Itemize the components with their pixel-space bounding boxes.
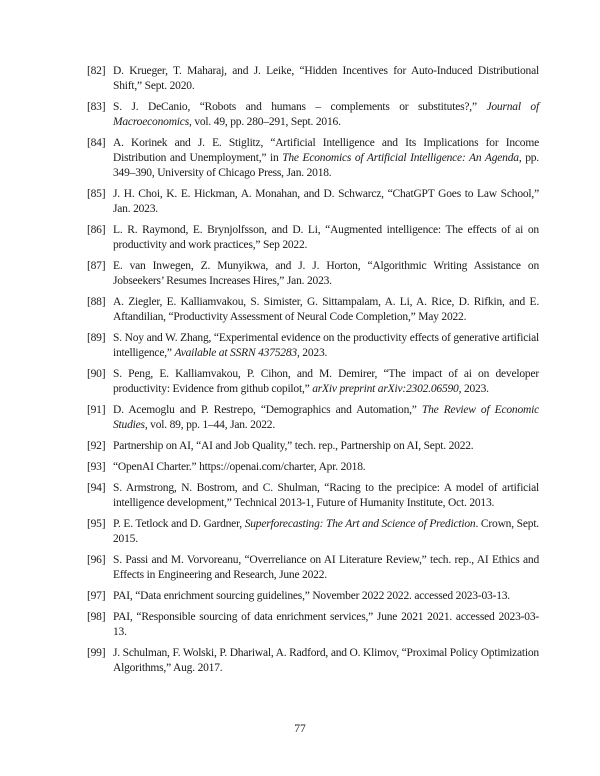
reference-text bbox=[113, 136, 539, 181]
reference-segment: , 2023. bbox=[296, 347, 328, 359]
reference-italic-segment: Available at SSRN 4375283 bbox=[174, 347, 297, 359]
reference-segment: S. Peng, E. Kalliamvakou, P. Cihon, and M. Demirer, “The impact of ai on developer productivity: Evidence from github copilot,” bbox=[113, 368, 539, 395]
reference-segment: PAI, “Responsible sourcing of data enrichment services,” June 2021 2021. accessed 2023-03-13. bbox=[113, 611, 539, 638]
reference-italic-segment: arXiv preprint arXiv:2302.06590 bbox=[312, 383, 459, 395]
reference-italic-segment: Journal of Macroeconomics bbox=[113, 101, 539, 128]
reference-text bbox=[113, 187, 539, 217]
reference-label: [87] bbox=[87, 260, 106, 272]
reference-label: [92] bbox=[87, 440, 106, 452]
reference-text bbox=[113, 517, 539, 547]
reference-label: [88] bbox=[87, 296, 106, 308]
reference-text bbox=[113, 610, 539, 640]
reference-text bbox=[113, 259, 539, 289]
reference-segment: J. Schulman, F. Wolski, P. Dhariwal, A. Radford, and O. Klimov, “Proximal Policy Optimization Algorithms,” Aug. 2017. bbox=[113, 647, 539, 674]
reference-italic-segment: The Review of Economic Studies bbox=[113, 404, 540, 431]
reference-segment: S. Noy and W. Zhang, “Experimental evidence on the productivity effects of generative artificial intelligence,” bbox=[113, 332, 539, 359]
reference-label: [95] bbox=[87, 518, 106, 530]
reference-segment: “OpenAI Charter.” https://openai.com/charter, Apr. 2018. bbox=[113, 461, 366, 473]
reference-label: [93] bbox=[87, 461, 106, 473]
reference-label: [91] bbox=[87, 404, 106, 416]
reference-text bbox=[113, 439, 539, 454]
reference-segment: S. Passi and M. Vorvoreanu, “Overreliance on AI Literature Review,” tech. rep., AI Ethics and Effects in Engineering and Research, June 2022. bbox=[113, 554, 539, 581]
reference-label: [83] bbox=[87, 101, 106, 113]
reference-item bbox=[87, 295, 539, 325]
reference-item bbox=[87, 136, 539, 181]
reference-segment: P. E. Tetlock and D. Gardner, bbox=[113, 518, 245, 530]
reference-item bbox=[87, 517, 539, 547]
reference-segment: S. Armstrong, N. Bostrom, and C. Shulman, “Racing to the precipice: A model of artificial intelligence development,” Technical 2013-1, Future of Humanity Institute, Oct. 2013. bbox=[113, 482, 539, 509]
reference-text bbox=[113, 64, 539, 94]
reference-text bbox=[113, 403, 539, 433]
reference-text bbox=[113, 223, 539, 253]
reference-item bbox=[87, 610, 539, 640]
reference-segment: S. J. DeCanio, “Robots and humans – complements or substitutes?,” bbox=[113, 101, 487, 113]
reference-item bbox=[87, 481, 539, 511]
reference-text bbox=[113, 589, 539, 604]
reference-item bbox=[87, 460, 539, 475]
reference-label: [96] bbox=[87, 554, 106, 566]
reference-segment: , vol. 89, pp. 1–44, Jan. 2022. bbox=[144, 419, 276, 431]
reference-item bbox=[87, 403, 539, 433]
reference-label: [97] bbox=[87, 590, 106, 602]
reference-label: [85] bbox=[87, 188, 106, 200]
reference-item bbox=[87, 187, 539, 217]
reference-italic-segment: The Economics of Artificial Intelligence: An Agenda bbox=[282, 152, 519, 164]
reference-label: [89] bbox=[87, 332, 106, 344]
reference-text bbox=[113, 460, 539, 475]
reference-item bbox=[87, 259, 539, 289]
reference-text bbox=[113, 481, 539, 511]
reference-text bbox=[113, 100, 539, 130]
reference-item bbox=[87, 553, 539, 583]
reference-label: [90] bbox=[87, 368, 106, 380]
page-number: 77 bbox=[294, 723, 306, 735]
reference-italic-segment: Superforecasting: The Art and Science of Prediction bbox=[244, 518, 476, 530]
reference-text bbox=[113, 367, 539, 397]
reference-segment: D. Acemoglu and P. Restrepo, “Demographics and Automation,” bbox=[113, 404, 422, 416]
reference-text bbox=[113, 295, 539, 325]
reference-label: [99] bbox=[87, 647, 106, 659]
reference-segment: A. Ziegler, E. Kalliamvakou, S. Simister, G. Sittampalam, A. Li, A. Rice, D. Rifkin, and E. Aftandilian, “Productivity Assessment of Neural Code Completion,” May 2022. bbox=[113, 296, 539, 323]
reference-item bbox=[87, 223, 539, 253]
reference-segment: , pp. 349–390, University of Chicago Press, Jan. 2018. bbox=[113, 152, 539, 179]
reference-text bbox=[113, 553, 539, 583]
reference-text bbox=[113, 646, 539, 676]
reference-segment: A. Korinek and J. E. Stiglitz, “Artificial Intelligence and Its Implications for Income Distribution and Unemployment,” in bbox=[113, 137, 539, 164]
reference-label: [86] bbox=[87, 224, 106, 236]
reference-label: [82] bbox=[87, 65, 106, 77]
reference-segment: , 2023. bbox=[458, 383, 489, 395]
reference-label: [98] bbox=[87, 611, 106, 623]
reference-label: [84] bbox=[87, 137, 106, 149]
reference-segment: D. Krueger, T. Maharaj, and J. Leike, “Hidden Incentives for Auto-Induced Distributional Shift,” Sept. 2020. bbox=[113, 65, 539, 92]
reference-segment: . Crown, Sept. 2015. bbox=[113, 518, 539, 545]
reference-item bbox=[87, 439, 539, 454]
reference-item bbox=[87, 100, 539, 130]
reference-segment: J. H. Choi, K. E. Hickman, A. Monahan, and D. Schwarcz, “ChatGPT Goes to Law School,” Jan. 2023. bbox=[113, 188, 539, 215]
reference-label: [94] bbox=[87, 482, 106, 494]
references-list bbox=[87, 64, 539, 682]
reference-item bbox=[87, 331, 539, 361]
reference-item bbox=[87, 646, 539, 676]
reference-item bbox=[87, 589, 539, 604]
reference-segment: L. R. Raymond, E. Brynjolfsson, and D. Li, “Augmented intelligence: The effects of ai on productivity and work practices,” Sep 2022. bbox=[113, 224, 539, 251]
reference-item bbox=[87, 367, 539, 397]
reference-text bbox=[113, 331, 539, 361]
reference-segment: , vol. 49, pp. 280–291, Sept. 2016. bbox=[188, 116, 341, 128]
reference-segment: PAI, “Data enrichment sourcing guidelines,” November 2022 2022. accessed 2023-03-13. bbox=[113, 590, 510, 602]
reference-item bbox=[87, 64, 539, 94]
reference-segment: Partnership on AI, “AI and Job Quality,” tech. rep., Partnership on AI, Sept. 2022. bbox=[113, 440, 474, 452]
reference-segment: E. van Inwegen, Z. Munyikwa, and J. J. Horton, “Algorithmic Writing Assistance on Jobseekers’ Resumes Increases Hires,” Jan. 2023. bbox=[113, 260, 539, 287]
